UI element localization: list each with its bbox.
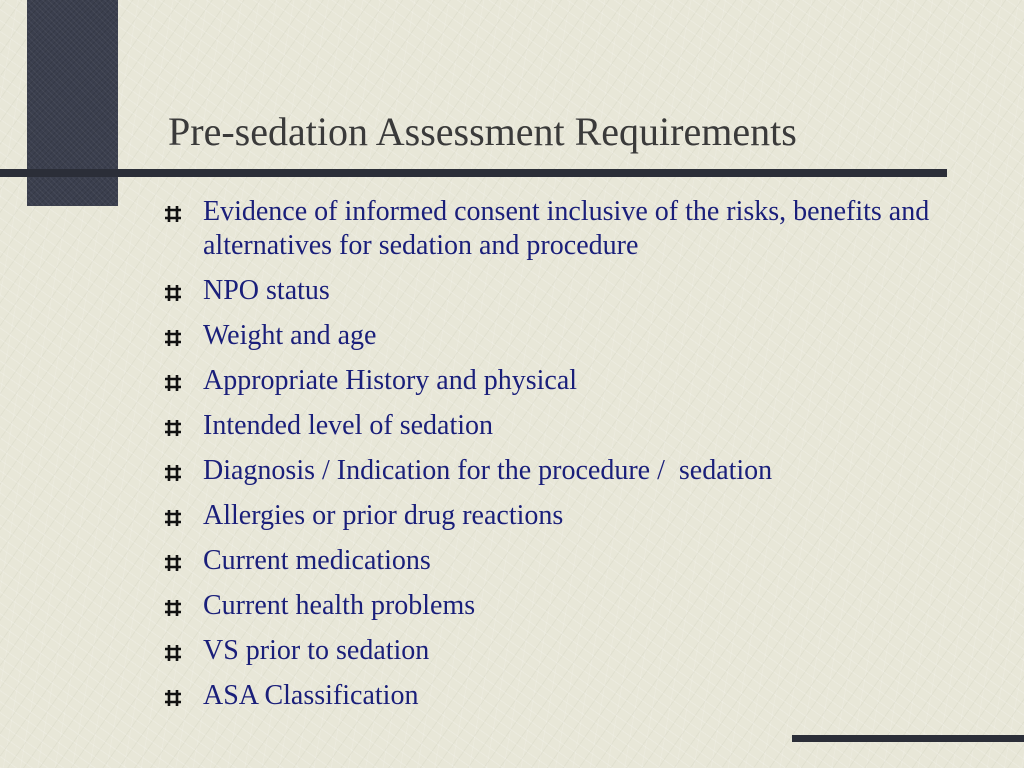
bullet-text: Current medications — [203, 545, 431, 576]
hash-bullet-icon — [163, 688, 183, 708]
hash-bullet-icon — [163, 643, 183, 663]
bullet-item — [160, 634, 940, 668]
hash-bullet-icon — [163, 418, 183, 438]
hash-bullet-icon — [163, 463, 183, 483]
hash-bullet-icon — [163, 373, 183, 393]
bullet-item — [160, 589, 940, 623]
hash-bullet-icon — [163, 328, 183, 348]
bullet-text: ASA Classification — [203, 680, 419, 711]
bullet-text: Current health problems — [203, 590, 476, 621]
bullet-item — [160, 499, 940, 533]
bullet-item — [160, 454, 940, 488]
bullet-text: Intended level of sedation — [203, 410, 494, 441]
bullet-item — [160, 195, 940, 263]
bullet-item — [160, 679, 940, 713]
hash-bullet-icon — [163, 553, 183, 573]
bullet-text: Diagnosis / Indication for the procedure / sedation — [203, 455, 773, 486]
bullet-list — [160, 195, 940, 724]
hash-bullet-icon — [163, 283, 183, 303]
bullet-text: Allergies or prior drug reactions — [203, 500, 564, 531]
hash-bullet-icon — [163, 508, 183, 528]
bottom-divider — [792, 735, 1024, 742]
hash-bullet-icon — [163, 204, 183, 224]
bullet-item — [160, 544, 940, 578]
bullet-item — [160, 319, 940, 353]
slide-title: Pre-sedation Assessment Requirements — [168, 109, 797, 154]
hash-bullet-icon — [163, 598, 183, 618]
bullet-text: Appropriate History and physical — [203, 365, 578, 396]
bullet-item — [160, 274, 940, 308]
bullet-text: Evidence of informed consent inclusive of the risks, benefits and alternatives for sedation and procedure — [203, 196, 930, 261]
bullet-text: NPO status — [203, 275, 330, 306]
bullet-text: Weight and age — [203, 320, 377, 351]
title-divider — [0, 169, 947, 177]
bullet-item — [160, 364, 940, 398]
bullet-text: VS prior to sedation — [203, 635, 430, 666]
bullet-item — [160, 409, 940, 443]
